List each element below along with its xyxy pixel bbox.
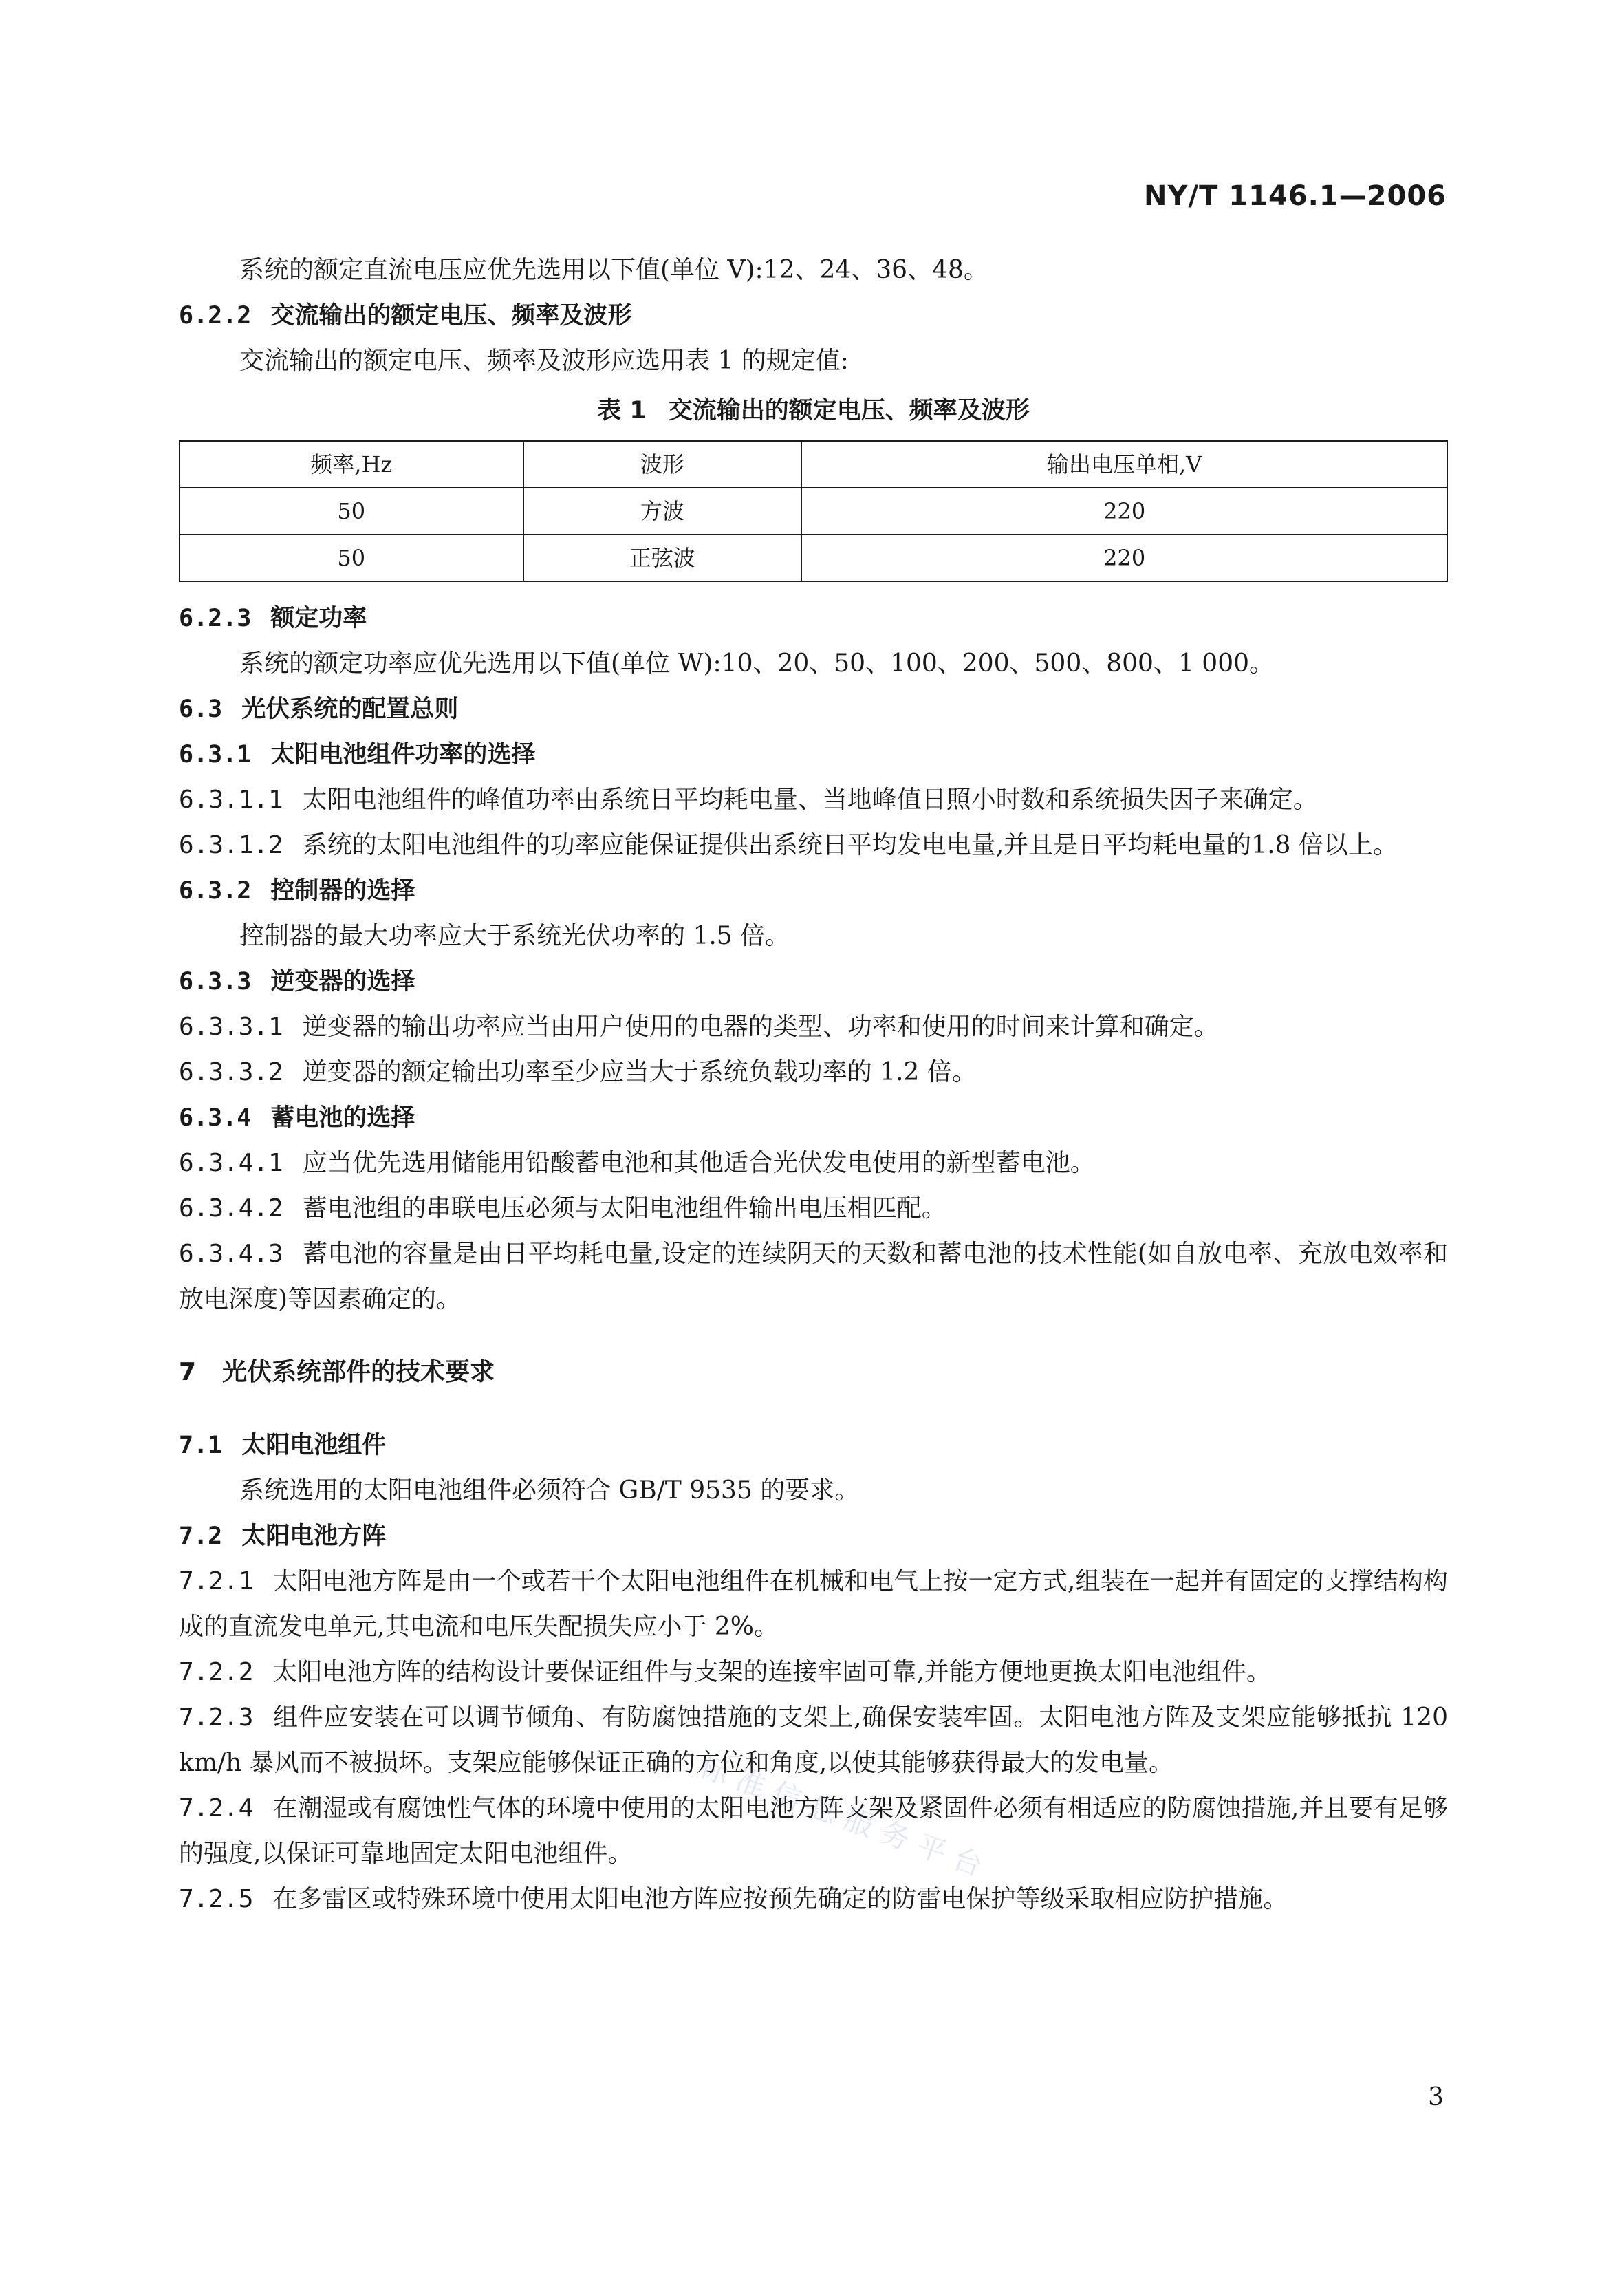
section-heading: 6.2.3 额定功率 (179, 605, 367, 632)
table-row (180, 488, 1447, 535)
watermark: 标准信息服务平台 (695, 1749, 997, 1886)
numbered-paragraph: 7.2.3 组件应安装在可以调节倾角、有防腐蚀措施的支架上,确保安装牢固。太阳电池方阵及支架应能够抵抗 120 km/h 暴风而不被损坏。支架应能够保证正确的方位和角度,以使其能够获得最大的发电量。 (179, 1703, 1448, 1777)
table-header-cell: 频率,Hz (180, 441, 523, 488)
numbered-paragraph: 7.2.1 太阳电池方阵是由一个或若干个太阳电池组件在机械和电气上按一定方式,组装在一起并有固定的支撑结构构成的直流发电单元,其电流和电压失配损失应小于 2%。 (179, 1567, 1448, 1641)
table-caption: 表 1 交流输出的额定电压、频率及波形 (597, 397, 1030, 424)
section-heading: 6.3 光伏系统的配置总则 (179, 696, 459, 723)
table-cell: 220 (801, 535, 1447, 581)
numbered-paragraph: 6.3.4.1 应当优先选用储能用铅酸蓄电池和其他适合光伏发电使用的新型蓄电池。 (179, 1149, 1095, 1177)
numbered-paragraph: 6.3.1.2 系统的太阳电池组件的功率应能保证提供出系统日平均发电电量,并且是日平均耗电量的1.8 倍以上。 (179, 831, 1398, 859)
spec-table (179, 440, 1448, 582)
page-number: 3 (1428, 2083, 1444, 2111)
numbered-paragraph: 6.3.3.1 逆变器的输出功率应当由用户使用的电器的类型、功率和使用的时间来计算和确定。 (179, 1013, 1219, 1041)
table-header-cell: 输出电压单相,V (801, 441, 1447, 488)
table-row (180, 535, 1447, 581)
section-heading: 6.2.2 交流输出的额定电压、频率及波形 (179, 302, 632, 330)
numbered-paragraph: 6.3.4.2 蓄电池组的串联电压必须与太阳电池组件输出电压相匹配。 (179, 1194, 946, 1223)
table-cell: 方波 (523, 488, 802, 535)
section-heading: 7.1 太阳电池组件 (179, 1432, 387, 1459)
paragraph: 交流输出的额定电压、频率及波形应选用表 1 的规定值: (239, 347, 849, 375)
section-heading: 7.2 太阳电池方阵 (179, 1522, 387, 1550)
numbered-paragraph: 7.2.5 在多雷区或特殊环境中使用太阳电池方阵应按预先确定的防雷电保护等级采取相应防护措施。 (179, 1885, 1288, 1913)
paragraph: 系统选用的太阳电池组件必须符合 GB/T 9535 的要求。 (239, 1476, 860, 1505)
numbered-paragraph: 7.2.4 在潮湿或有腐蚀性气体的环境中使用的太阳电池方阵支架及紧固件必须有相适应的防腐蚀措施,并且要有足够的强度,以保证可靠地固定太阳电池组件。 (179, 1794, 1448, 1868)
table-cell: 50 (180, 488, 523, 535)
paragraph: 系统的额定功率应优先选用以下值(单位 W):10、20、50、100、200、500、800、1 000。 (239, 649, 1275, 678)
table-cell: 50 (180, 535, 523, 581)
numbered-paragraph: 7.2.2 太阳电池方阵的结构设计要保证组件与支架的连接牢固可靠,并能方便地更换太阳电池组件。 (179, 1658, 1271, 1686)
numbered-paragraph: 6.3.1.1 太阳电池组件的峰值功率由系统日平均耗电量、当地峰值日照小时数和系统损失因子来确定。 (179, 786, 1318, 814)
table-cell: 正弦波 (523, 535, 802, 581)
section-heading: 6.3.1 太阳电池组件功率的选择 (179, 741, 536, 768)
table-cell: 220 (801, 488, 1447, 535)
section-heading: 6.3.3 逆变器的选择 (179, 968, 415, 995)
table-header-cell: 波形 (523, 441, 802, 488)
numbered-paragraph: 6.3.3.2 逆变器的额定输出功率至少应当大于系统负载功率的 1.2 倍。 (179, 1058, 977, 1086)
section-heading: 6.3.4 蓄电池的选择 (179, 1104, 415, 1132)
document-body (179, 248, 1448, 1922)
paragraph: 控制器的最大功率应大于系统光伏功率的 1.5 倍。 (239, 922, 790, 950)
section-heading: 6.3.2 控制器的选择 (179, 877, 415, 905)
paragraph: 系统的额定直流电压应优先选用以下值(单位 V):12、24、36、48。 (239, 256, 988, 284)
numbered-paragraph: 6.3.4.3 蓄电池的容量是由日平均耗电量,设定的连续阴天的天数和蓄电池的技术性能(如自放电率、充放电效率和放电深度)等因素确定的。 (179, 1240, 1448, 1313)
standard-code: NY/T 1146.1—2006 (1144, 180, 1447, 212)
table-header-row (180, 441, 1447, 488)
chapter-heading: 7 光伏系统部件的技术要求 (179, 1358, 495, 1386)
